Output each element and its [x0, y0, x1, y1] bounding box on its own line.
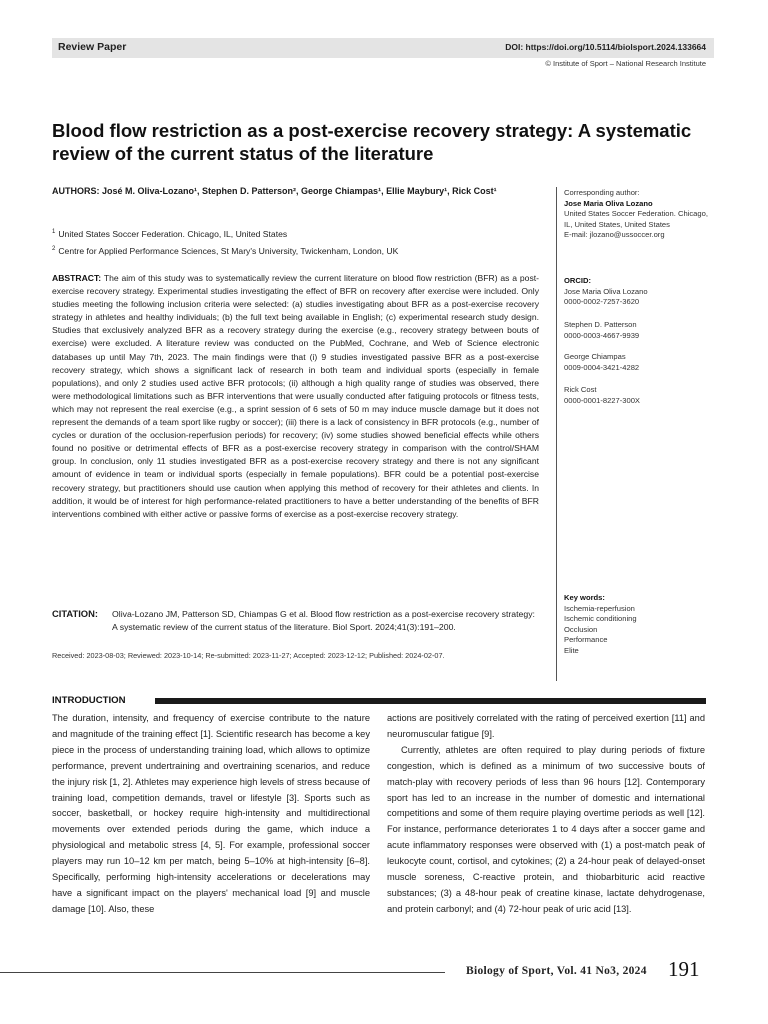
corresponding-email[interactable]: E-mail: jlozano@ussoccer.org: [564, 230, 665, 239]
corresponding-address: United States Soccer Federation. Chicago, IL, United States, United States: [564, 209, 708, 229]
orcid-entry: [564, 385, 714, 406]
body-paragraph: The duration, intensity, and frequency of exercise contribute to the nature and magnitude of the training effect [1]. Scientific research has become a key piece in the process of understanding training load, which allows to optimize performance, prevent undertraining and overtraining scenarios, and reduce the injury risk [1, 2]. Athletes may experience high levels of stress because of training load, competition demands, travel or lifestyle [3]. Sports such as soccer, basketball, or hockey require high-intensity and multidirectional movements over extended periods during the game, which induce a physiological and metabolic stress [4, 5]. For example, professional soccer players may run 10–12 km per match, being 5–10% at high-intensity [6–8]. Specifically, performing high-intensity accelerations or decelerations may have a significant impact on the players' mechanical load [9] and muscle damage [10]. Also, these: [52, 713, 370, 914]
body-paragraph: Currently, athletes are often required to play during periods of fixture congestion, which is defined as a minimum of two successive bouts of match-play with recovery periods of less than 96 hours [12]. Contemporary sport has led to an increase in the number of domestic and international competitions and some of them require playing overtime periods as well [12]. For instance, performance deteriorates 1 to 4 days after a soccer game and acute inflammatory responses were observed with (1) a post-match peak of leukocyte count, cortisol, and cytokines; (2) a 24-hour peak of delayed-onset muscle soreness, C-reactive protein, and thiobarbituric acid reactive substances; (3) a 48-hour peak of creatine kinase, lactate dehydrogenase, and protein carbonyl; and (4) 72-hour peak of uric acid [13].: [387, 744, 705, 914]
orcid-entry: [564, 320, 714, 341]
affiliation-text: United States Soccer Federation. Chicago, IL, United States: [58, 228, 288, 239]
section-rule: [155, 698, 706, 704]
abstract-text: The aim of this study was to systematically review the current literature on blood flow restriction (BFR) as a post-exercise recovery strategy. Experimental studies investigating the effect of BFR on recovery after exercise were included. Only studies meeting the following inclusion criteria were selected: (a) studies investigating about BFR as a post-exercise recovery strategy in athletes and healthy individuals; (b) the full text being available in English; (c) experimental research study design. Studies that exclusively analyzed BFR as a recovery strategy during the exercise (e.g., recovery strategy between bouts of exercise) were excluded. A literature review was conducted on the PubMed, Cochrane, and Web of Science electronic databases up until May 7th, 2023. The main findings were that (i) 9 studies investigated passive BFR as a post-exercise recovery strategy, which shows a significant lack of research in both team and individual sports (especially in female populations), and only 2 studies used active BFR protocols; (ii) although a high quality range of studies was observed, there were methodological limitations such as BFR interventions that were usually conducted after fatiguing protocols or fitness tests, which may not represent the real exercise (e.g., a sprint session of 6 sets of 50 m may induce muscle damage but it does not represent the demands of a team sport like rugby or soccer); (iii) there is a lack of consistency in BFR protocols (e.g., number of cycles or duration of the occlusion-reperfusion periods) for recovery; (iv) some studies showed beneficial effects while others found no positive or detrimental effects of BFR as a post-exercise recovery strategy in comparison with the control/SHAM group. In conclusion, only 11 studies investigated BFR as a post-exercise recovery strategy and there is not any significant amount of evidence in team or individual sports (especially in female populations). BFR could be a potential post-exercise recovery strategy, but practitioners should use caution when applying this method of recovery for their athletes and clients. In addition, it would be of interest for high performance-related practitioners to have a better understanding of the benefits of BFR interventions combined with either active or passive forms of exercise as a post-exercise recovery strategy.: [52, 273, 539, 519]
section-heading: INTRODUCTION: [52, 695, 126, 706]
affiliation-number: 1: [52, 229, 56, 235]
page-number: 191: [668, 957, 700, 981]
sidebar-divider: [556, 187, 557, 681]
citation-text: Oliva-Lozano JM, Patterson SD, Chiampas G et al. Blood flow restriction as a post-exercise recovery strategy: A systematic review of the current status of the literature. Biol Sport. 2024;41(3):191–200.: [112, 609, 535, 632]
orcid-name: George Chiampas: [564, 352, 626, 361]
keyword: Performance: [564, 635, 608, 644]
affiliation-1: [52, 226, 546, 240]
orcid-id[interactable]: 0000-0002-7257-3620: [564, 297, 640, 306]
doi-link[interactable]: DOI: https://doi.org/10.5114/biolsport.2024.133664: [505, 42, 706, 52]
affiliation-text: Centre for Applied Performance Sciences, St Mary's University, Twickenham, London, UK: [58, 245, 399, 256]
body-column-left: [52, 711, 370, 918]
keywords-block: [564, 593, 714, 656]
authors-names: José M. Oliva-Lozano¹, Stephen D. Patterson², George Chiampas¹, Ellie Maybury¹, Rick Cost¹: [102, 186, 497, 196]
corresponding-label: Corresponding author:: [564, 188, 640, 197]
keyword: Ischemic conditioning: [564, 614, 637, 623]
orcid-id[interactable]: 0000-0003-4667-9939: [564, 330, 640, 340]
orcid-name: Rick Cost: [564, 385, 597, 394]
keyword: Elite: [564, 645, 579, 655]
abstract: [52, 272, 539, 521]
citation-label: CITATION:: [52, 608, 98, 619]
orcid-id[interactable]: 0009-0004-3421-4282: [564, 362, 640, 372]
orcid-id[interactable]: 0000-0001-8227-300X: [564, 395, 641, 405]
article-type: Review Paper: [58, 41, 127, 53]
footer-rule: [0, 972, 445, 973]
orcid-name: Jose Maria Oliva Lozano: [564, 286, 648, 296]
corresponding-name: Jose Maria Oliva Lozano: [564, 198, 653, 208]
orcid-entry: [564, 352, 714, 373]
affiliation-number: 2: [52, 246, 56, 252]
paper-title: Blood flow restriction as a post-exercise recovery strategy: A systematic review of the current status of the literature: [52, 120, 692, 164]
body-column-right: [387, 711, 705, 918]
orcid-block: [564, 276, 714, 308]
copyright-line: © Institute of Sport – National Research Institute: [545, 59, 706, 68]
orcid-label: ORCID:: [564, 276, 591, 285]
keyword: Ischemia-reperfusion: [564, 603, 635, 613]
affiliation-2: [52, 243, 546, 257]
submission-dates: Received: 2023-08-03; Reviewed: 2023-10-14; Re-submitted: 2023-11-27; Accepted: 2023-12-12; Published: 2024-02-07.: [52, 651, 445, 660]
authors-label: AUTHORS:: [52, 186, 100, 196]
orcid-name: Stephen D. Patterson: [564, 320, 637, 329]
body-paragraph: actions are positively correlated with the rating of perceived exertion [11] and neuromuscular fatigue [9].: [387, 713, 705, 739]
journal-name: Biology of Sport, Vol. 41 No3, 2024: [466, 965, 647, 977]
keywords-label: Key words:: [564, 593, 605, 602]
abstract-label: ABSTRACT:: [52, 273, 102, 283]
authors: [52, 184, 546, 199]
keyword: Occlusion: [564, 624, 598, 634]
corresponding-author: [564, 188, 714, 241]
